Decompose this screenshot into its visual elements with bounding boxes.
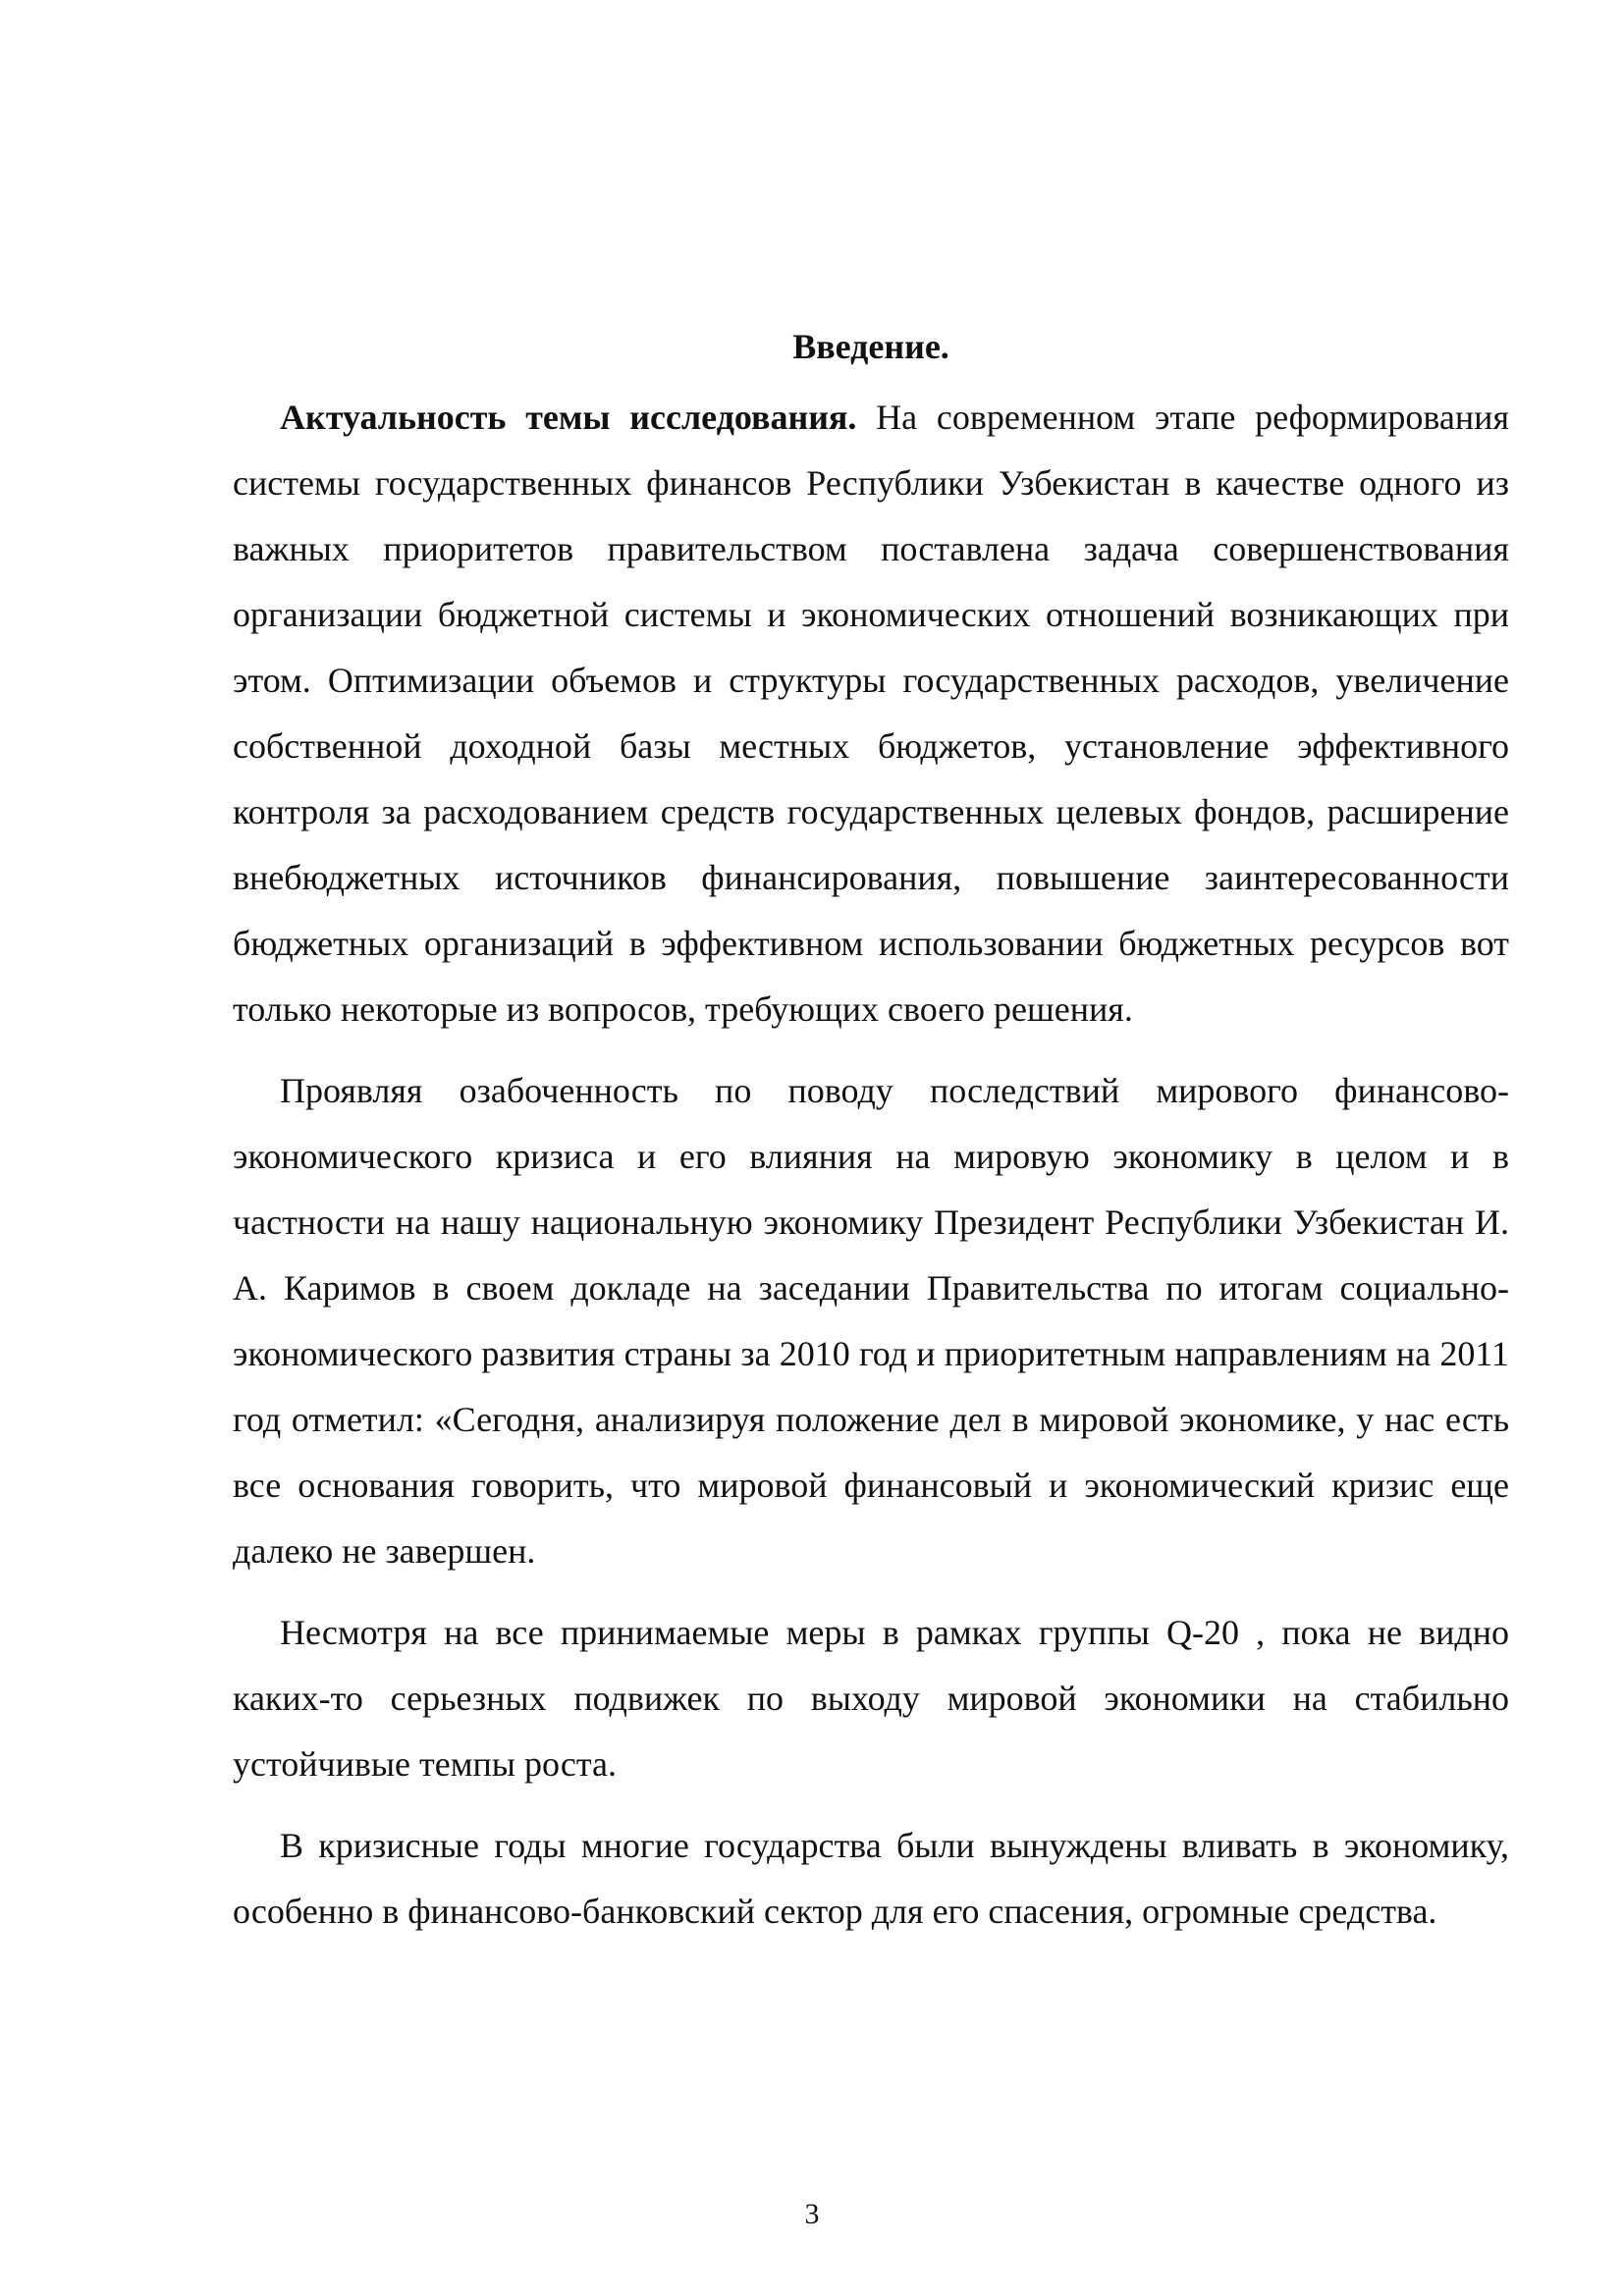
page-body [233,324,1509,1960]
section-heading: Введение. [792,327,949,366]
paragraph-lead-bold: Актуальность темы исследования. [280,398,857,437]
paragraph-relevance-text: На современном этапе реформирования системы государственных финансов Республики Узбекистан в качестве одного из важных приоритетов правительством поставлена задача совершенствования организации бюджетной системы и экономических отношений возникающих при этом. Оптимизации объемов и структуры государственных расходов, увеличение собственной доходной базы местных бюджетов, установление эффективного контроля за расходованием средств государственных целевых фондов, расширение внебюджетных источников финансирования, повышение заинтересованности бюджетных организаций в эффективном использовании бюджетных ресурсов вот только некоторые из вопросов, требующих своего решения. [233,398,1509,1029]
paragraph-crisis-years: В кризисные годы многие государства были вынуждены вливать в экономику, особенно в финансово-банковский сектор для его спасения, огромные средства. [233,1826,1509,1931]
paragraph-crisis-concern: Проявляя озабоченность по поводу последствий мирового финансово-экономического кризиса и его влияния на мировую экономику в целом и в частности на нашу национальную экономику Президент Республики Узбекистан И. А. Каримов в своем докладе на заседании Правительства по итогам социально- экономического развития страны за 2010 год и приоритетным направлениям на 2011 год отметил: «Сегодня, анализируя положение дел в мировой экономике, у нас есть все основания говорить, что мировой финансовый и экономический кризис еще далеко не завершен. [233,1071,1509,1571]
page-number: 3 [804,2198,820,2230]
paragraph-relevance [233,385,1509,1042]
paragraph-q20-measures: Несмотря на все принимаемые меры в рамках группы Q-20 , пока не видно каких-то серьезных подвижек по выходу мировой экономики на стабильно устойчивые темпы роста. [233,1613,1509,1784]
